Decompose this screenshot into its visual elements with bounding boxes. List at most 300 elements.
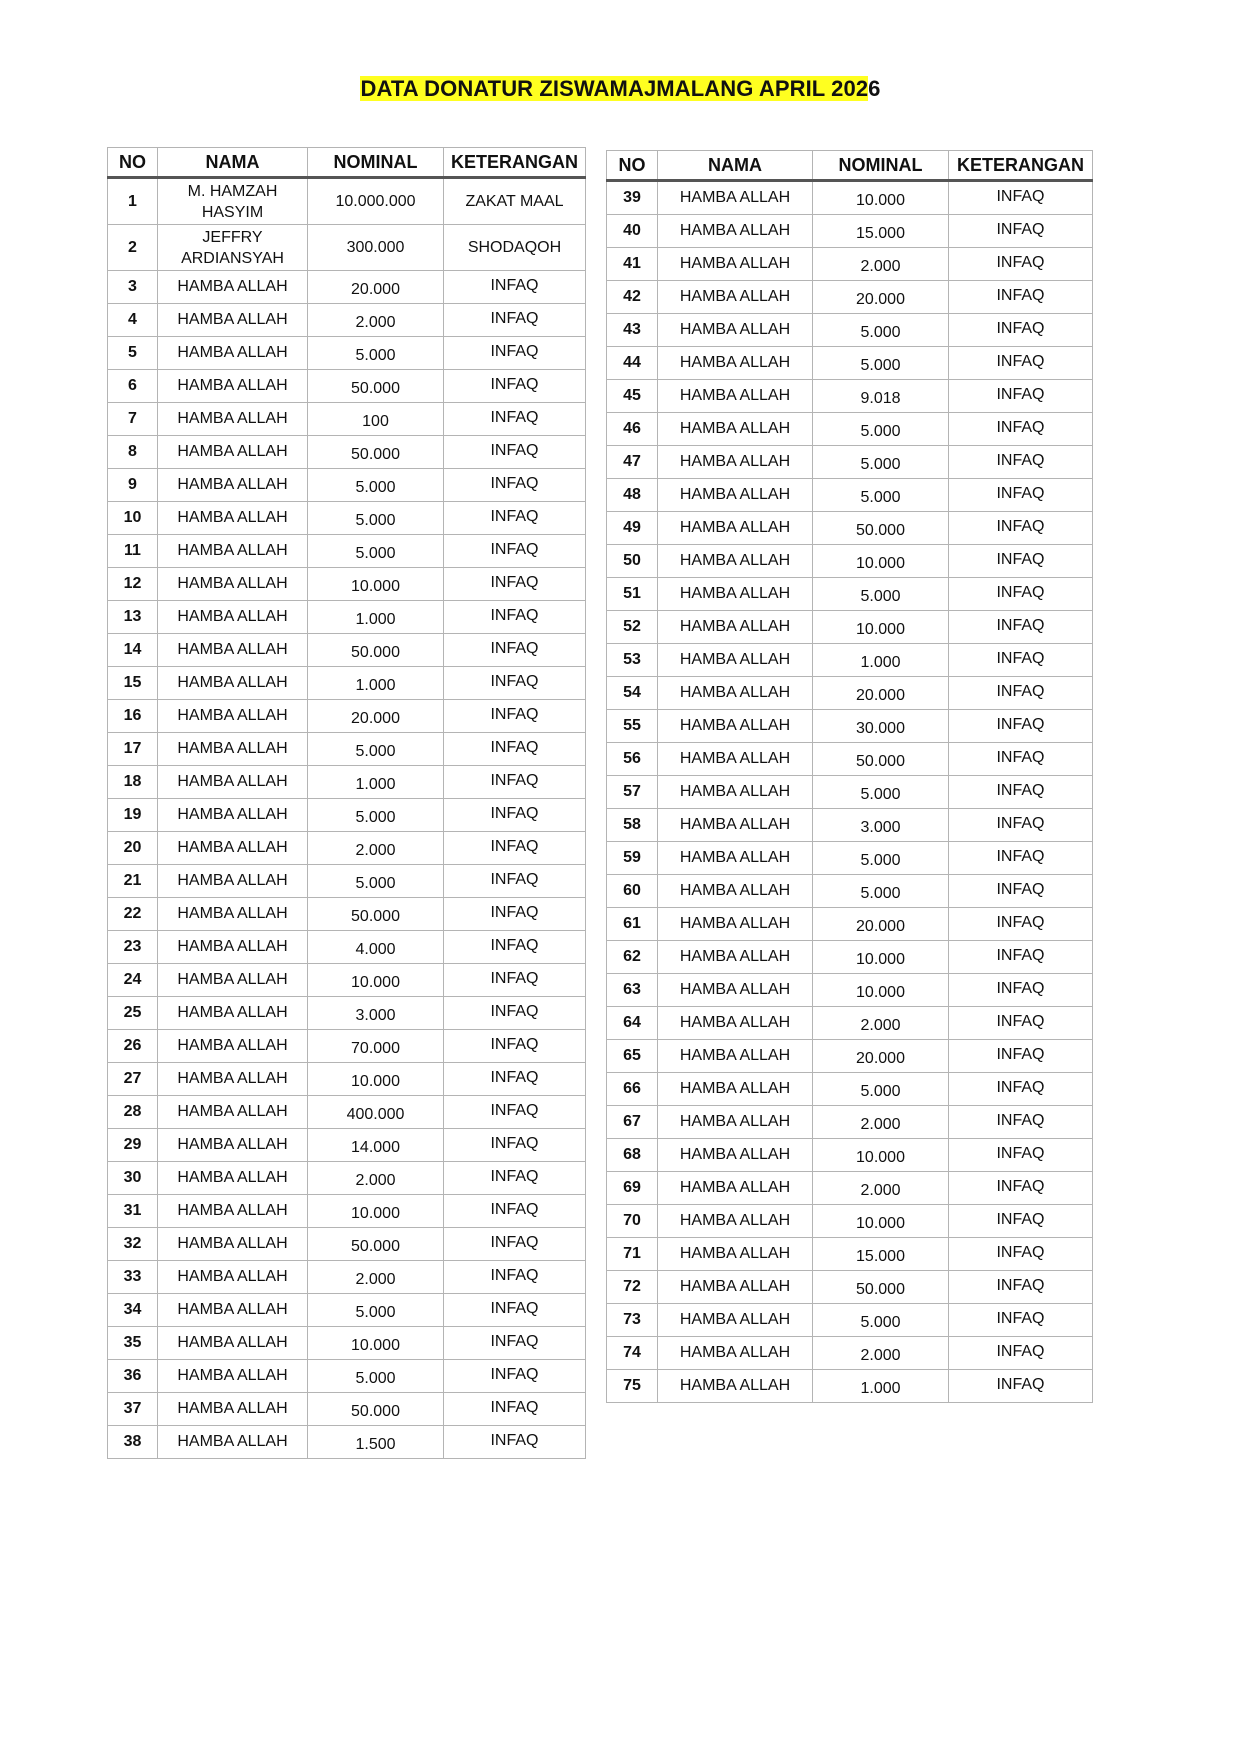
cell-nominal: 10.000 xyxy=(308,1063,444,1096)
cell-nominal: 10.000 xyxy=(308,1327,444,1360)
cell-nama: HAMBA ALLAH xyxy=(158,1162,308,1195)
cell-nama: HAMBA ALLAH xyxy=(158,1393,308,1426)
table-row xyxy=(108,1129,586,1162)
cell-no: 26 xyxy=(108,1030,158,1063)
cell-nama: HAMBA ALLAH xyxy=(658,347,813,380)
cell-nama: HAMBA ALLAH xyxy=(658,1205,813,1238)
header-keterangan: KETERANGAN xyxy=(444,148,586,178)
cell-nama: M. HAMZAH HASYIM xyxy=(158,178,308,225)
cell-nominal: 5.000 xyxy=(308,502,444,535)
page-title-rest: 6 xyxy=(868,76,881,101)
cell-nama: HAMBA ALLAH xyxy=(158,1228,308,1261)
cell-keterangan: INFAQ xyxy=(444,700,586,733)
cell-no: 34 xyxy=(108,1294,158,1327)
cell-keterangan: INFAQ xyxy=(949,1271,1093,1304)
cell-nama: HAMBA ALLAH xyxy=(158,799,308,832)
cell-nominal: 1.000 xyxy=(308,601,444,634)
cell-keterangan: INFAQ xyxy=(949,1370,1093,1403)
cell-keterangan: INFAQ xyxy=(949,842,1093,875)
header-no: NO xyxy=(607,151,658,181)
cell-no: 71 xyxy=(607,1238,658,1271)
cell-nominal: 3.000 xyxy=(813,809,949,842)
cell-keterangan: ZAKAT MAAL xyxy=(444,178,586,225)
table-row xyxy=(607,281,1093,314)
cell-nama: HAMBA ALLAH xyxy=(658,842,813,875)
cell-no: 24 xyxy=(108,964,158,997)
cell-nominal: 5.000 xyxy=(308,1360,444,1393)
cell-no: 74 xyxy=(607,1337,658,1370)
table-row xyxy=(108,964,586,997)
cell-no: 3 xyxy=(108,271,158,304)
header-no: NO xyxy=(108,148,158,178)
cell-nominal: 10.000 xyxy=(813,545,949,578)
cell-nama: HAMBA ALLAH xyxy=(158,1327,308,1360)
cell-nominal: 5.000 xyxy=(308,337,444,370)
table-row xyxy=(607,875,1093,908)
cell-keterangan: INFAQ xyxy=(949,677,1093,710)
cell-nominal: 1.000 xyxy=(308,667,444,700)
cell-nominal: 1.500 xyxy=(308,1426,444,1459)
cell-nominal: 5.000 xyxy=(308,535,444,568)
table-row xyxy=(108,1261,586,1294)
cell-no: 73 xyxy=(607,1304,658,1337)
cell-nominal: 50.000 xyxy=(308,898,444,931)
cell-nama: HAMBA ALLAH xyxy=(158,370,308,403)
cell-nominal: 1.000 xyxy=(813,644,949,677)
cell-nama: HAMBA ALLAH xyxy=(158,700,308,733)
cell-no: 47 xyxy=(607,446,658,479)
cell-keterangan: INFAQ xyxy=(949,1073,1093,1106)
cell-nama: HAMBA ALLAH xyxy=(658,446,813,479)
cell-keterangan: INFAQ xyxy=(949,1040,1093,1073)
cell-no: 20 xyxy=(108,832,158,865)
cell-keterangan: INFAQ xyxy=(444,1162,586,1195)
table-header-row xyxy=(108,148,586,178)
cell-nominal: 15.000 xyxy=(813,215,949,248)
cell-nominal: 2.000 xyxy=(813,1337,949,1370)
table-row xyxy=(607,1205,1093,1238)
cell-no: 45 xyxy=(607,380,658,413)
cell-keterangan: INFAQ xyxy=(444,1426,586,1459)
cell-keterangan: INFAQ xyxy=(949,578,1093,611)
cell-nominal: 400.000 xyxy=(308,1096,444,1129)
table-row xyxy=(607,380,1093,413)
table-row xyxy=(607,347,1093,380)
cell-nama: HAMBA ALLAH xyxy=(658,1370,813,1403)
cell-no: 69 xyxy=(607,1172,658,1205)
cell-no: 2 xyxy=(108,225,158,271)
table-row xyxy=(108,271,586,304)
cell-nama: HAMBA ALLAH xyxy=(158,1195,308,1228)
cell-keterangan: INFAQ xyxy=(949,1139,1093,1172)
table-row xyxy=(108,535,586,568)
cell-nominal: 50.000 xyxy=(308,1393,444,1426)
cell-nominal: 5.000 xyxy=(813,1073,949,1106)
table-row xyxy=(607,578,1093,611)
cell-no: 70 xyxy=(607,1205,658,1238)
cell-keterangan: SHODAQOH xyxy=(444,225,586,271)
cell-keterangan: INFAQ xyxy=(444,436,586,469)
cell-keterangan: INFAQ xyxy=(444,1360,586,1393)
cell-nominal: 2.000 xyxy=(308,1162,444,1195)
cell-nominal: 30.000 xyxy=(813,710,949,743)
table-row xyxy=(607,1304,1093,1337)
cell-no: 35 xyxy=(108,1327,158,1360)
cell-nominal: 2.000 xyxy=(308,1261,444,1294)
cell-nominal: 5.000 xyxy=(813,875,949,908)
cell-no: 19 xyxy=(108,799,158,832)
cell-nominal: 10.000 xyxy=(308,964,444,997)
cell-nominal: 50.000 xyxy=(813,512,949,545)
cell-keterangan: INFAQ xyxy=(444,271,586,304)
cell-no: 50 xyxy=(607,545,658,578)
cell-no: 66 xyxy=(607,1073,658,1106)
cell-keterangan: INFAQ xyxy=(949,347,1093,380)
cell-nominal: 5.000 xyxy=(308,799,444,832)
cell-keterangan: INFAQ xyxy=(444,634,586,667)
cell-keterangan: INFAQ xyxy=(444,964,586,997)
cell-no: 37 xyxy=(108,1393,158,1426)
cell-no: 25 xyxy=(108,997,158,1030)
cell-nominal: 20.000 xyxy=(813,908,949,941)
cell-keterangan: INFAQ xyxy=(444,733,586,766)
cell-nama: HAMBA ALLAH xyxy=(158,1063,308,1096)
cell-nominal: 10.000 xyxy=(308,1195,444,1228)
cell-keterangan: INFAQ xyxy=(949,479,1093,512)
cell-no: 16 xyxy=(108,700,158,733)
table-row xyxy=(607,181,1093,215)
cell-nominal: 2.000 xyxy=(813,1172,949,1205)
cell-no: 38 xyxy=(108,1426,158,1459)
cell-keterangan: INFAQ xyxy=(444,601,586,634)
table-row xyxy=(607,1337,1093,1370)
cell-keterangan: INFAQ xyxy=(949,1106,1093,1139)
table-row xyxy=(108,601,586,634)
cell-nama: HAMBA ALLAH xyxy=(658,710,813,743)
table-row xyxy=(607,974,1093,1007)
cell-keterangan: INFAQ xyxy=(444,1294,586,1327)
table-row xyxy=(607,512,1093,545)
cell-no: 4 xyxy=(108,304,158,337)
cell-keterangan: INFAQ xyxy=(949,710,1093,743)
table-row xyxy=(607,1007,1093,1040)
cell-no: 22 xyxy=(108,898,158,931)
table-row xyxy=(607,314,1093,347)
table-row xyxy=(108,799,586,832)
cell-keterangan: INFAQ xyxy=(949,743,1093,776)
cell-nama: HAMBA ALLAH xyxy=(658,1271,813,1304)
cell-nominal: 5.000 xyxy=(813,446,949,479)
table-row xyxy=(607,413,1093,446)
cell-keterangan: INFAQ xyxy=(949,1337,1093,1370)
cell-no: 36 xyxy=(108,1360,158,1393)
cell-nama: HAMBA ALLAH xyxy=(658,776,813,809)
cell-nama: HAMBA ALLAH xyxy=(658,875,813,908)
cell-nama: HAMBA ALLAH xyxy=(658,578,813,611)
cell-nama: HAMBA ALLAH xyxy=(158,601,308,634)
cell-nama: HAMBA ALLAH xyxy=(658,1106,813,1139)
table-row xyxy=(607,1106,1093,1139)
cell-keterangan: INFAQ xyxy=(444,832,586,865)
cell-keterangan: INFAQ xyxy=(949,215,1093,248)
cell-nominal: 50.000 xyxy=(308,1228,444,1261)
table-row xyxy=(108,931,586,964)
cell-nominal: 5.000 xyxy=(813,347,949,380)
table-row xyxy=(108,1426,586,1459)
table-row xyxy=(607,776,1093,809)
table-row xyxy=(108,337,586,370)
cell-nama: HAMBA ALLAH xyxy=(158,1294,308,1327)
cell-no: 11 xyxy=(108,535,158,568)
cell-nama: HAMBA ALLAH xyxy=(658,413,813,446)
cell-keterangan: INFAQ xyxy=(444,667,586,700)
cell-nominal: 5.000 xyxy=(813,479,949,512)
cell-no: 52 xyxy=(607,611,658,644)
table-row xyxy=(607,1271,1093,1304)
cell-keterangan: INFAQ xyxy=(444,304,586,337)
cell-keterangan: INFAQ xyxy=(949,512,1093,545)
table-row xyxy=(607,1040,1093,1073)
cell-keterangan: INFAQ xyxy=(949,611,1093,644)
cell-nominal: 5.000 xyxy=(813,578,949,611)
cell-no: 10 xyxy=(108,502,158,535)
cell-nominal: 300.000 xyxy=(308,225,444,271)
cell-no: 57 xyxy=(607,776,658,809)
cell-nama: HAMBA ALLAH xyxy=(658,644,813,677)
cell-nominal: 10.000 xyxy=(813,941,949,974)
cell-no: 39 xyxy=(607,181,658,215)
table-row xyxy=(108,1393,586,1426)
cell-no: 12 xyxy=(108,568,158,601)
donor-table-right xyxy=(606,150,1093,1403)
cell-keterangan: INFAQ xyxy=(949,1238,1093,1271)
cell-nominal: 15.000 xyxy=(813,1238,949,1271)
header-nominal: NOMINAL xyxy=(813,151,949,181)
cell-no: 32 xyxy=(108,1228,158,1261)
cell-nominal: 9.018 xyxy=(813,380,949,413)
cell-no: 75 xyxy=(607,1370,658,1403)
cell-no: 27 xyxy=(108,1063,158,1096)
table-row xyxy=(607,545,1093,578)
cell-nominal: 2.000 xyxy=(308,304,444,337)
cell-no: 59 xyxy=(607,842,658,875)
table-row xyxy=(108,568,586,601)
cell-no: 7 xyxy=(108,403,158,436)
cell-nominal: 4.000 xyxy=(308,931,444,964)
cell-nama: HAMBA ALLAH xyxy=(658,281,813,314)
cell-no: 44 xyxy=(607,347,658,380)
table-row xyxy=(607,1370,1093,1403)
cell-nominal: 5.000 xyxy=(813,842,949,875)
header-nama: NAMA xyxy=(158,148,308,178)
cell-nama: HAMBA ALLAH xyxy=(658,1040,813,1073)
header-keterangan: KETERANGAN xyxy=(949,151,1093,181)
cell-nominal: 50.000 xyxy=(813,743,949,776)
cell-nama: HAMBA ALLAH xyxy=(658,545,813,578)
cell-nama: HAMBA ALLAH xyxy=(658,1139,813,1172)
cell-nama: HAMBA ALLAH xyxy=(658,974,813,1007)
cell-nama: HAMBA ALLAH xyxy=(158,304,308,337)
cell-nominal: 5.000 xyxy=(308,1294,444,1327)
cell-nama: HAMBA ALLAH xyxy=(658,1337,813,1370)
cell-no: 58 xyxy=(607,809,658,842)
cell-nama: HAMBA ALLAH xyxy=(658,908,813,941)
table-row xyxy=(108,766,586,799)
cell-nominal: 5.000 xyxy=(813,1304,949,1337)
cell-no: 33 xyxy=(108,1261,158,1294)
cell-nominal: 14.000 xyxy=(308,1129,444,1162)
page-title-highlighted: DATA DONATUR ZISWAMAJMALANG APRIL 202 xyxy=(360,76,869,101)
cell-nama: HAMBA ALLAH xyxy=(658,248,813,281)
cell-keterangan: INFAQ xyxy=(949,380,1093,413)
cell-nama: HAMBA ALLAH xyxy=(158,271,308,304)
cell-keterangan: INFAQ xyxy=(444,337,586,370)
cell-nama: HAMBA ALLAH xyxy=(658,743,813,776)
cell-nominal: 10.000 xyxy=(813,1139,949,1172)
cell-nama: JEFFRY ARDIANSYAH xyxy=(158,225,308,271)
table-row xyxy=(108,832,586,865)
cell-keterangan: INFAQ xyxy=(949,1007,1093,1040)
table-row xyxy=(108,469,586,502)
table-row xyxy=(607,908,1093,941)
table-row xyxy=(108,225,586,271)
cell-no: 29 xyxy=(108,1129,158,1162)
cell-nominal: 20.000 xyxy=(308,271,444,304)
cell-no: 46 xyxy=(607,413,658,446)
cell-nominal: 5.000 xyxy=(308,865,444,898)
cell-no: 62 xyxy=(607,941,658,974)
cell-nama: HAMBA ALLAH xyxy=(658,314,813,347)
table-row xyxy=(108,733,586,766)
cell-nominal: 100 xyxy=(308,403,444,436)
cell-keterangan: INFAQ xyxy=(444,1063,586,1096)
cell-no: 65 xyxy=(607,1040,658,1073)
cell-nama: HAMBA ALLAH xyxy=(658,479,813,512)
cell-nama: HAMBA ALLAH xyxy=(158,469,308,502)
cell-nama: HAMBA ALLAH xyxy=(658,1304,813,1337)
cell-keterangan: INFAQ xyxy=(444,1096,586,1129)
cell-no: 42 xyxy=(607,281,658,314)
cell-keterangan: INFAQ xyxy=(444,931,586,964)
table-row xyxy=(607,248,1093,281)
table-row xyxy=(108,634,586,667)
cell-nominal: 50.000 xyxy=(308,634,444,667)
cell-keterangan: INFAQ xyxy=(949,1304,1093,1337)
table-row xyxy=(108,178,586,225)
cell-keterangan: INFAQ xyxy=(949,644,1093,677)
cell-nama: HAMBA ALLAH xyxy=(658,611,813,644)
table-row xyxy=(607,677,1093,710)
cell-nominal: 50.000 xyxy=(308,370,444,403)
cell-no: 13 xyxy=(108,601,158,634)
table-row xyxy=(108,1228,586,1261)
cell-no: 28 xyxy=(108,1096,158,1129)
cell-nominal: 5.000 xyxy=(813,776,949,809)
cell-nominal: 5.000 xyxy=(813,413,949,446)
cell-no: 1 xyxy=(108,178,158,225)
cell-keterangan: INFAQ xyxy=(949,875,1093,908)
cell-nominal: 20.000 xyxy=(308,700,444,733)
cell-no: 53 xyxy=(607,644,658,677)
cell-nama: HAMBA ALLAH xyxy=(658,1172,813,1205)
cell-no: 67 xyxy=(607,1106,658,1139)
cell-nominal: 5.000 xyxy=(308,733,444,766)
cell-no: 72 xyxy=(607,1271,658,1304)
cell-nama: HAMBA ALLAH xyxy=(658,215,813,248)
cell-keterangan: INFAQ xyxy=(444,370,586,403)
cell-keterangan: INFAQ xyxy=(444,865,586,898)
cell-nominal: 2.000 xyxy=(813,248,949,281)
table-header-row xyxy=(607,151,1093,181)
cell-keterangan: INFAQ xyxy=(444,535,586,568)
cell-nama: HAMBA ALLAH xyxy=(158,733,308,766)
cell-keterangan: INFAQ xyxy=(949,446,1093,479)
cell-keterangan: INFAQ xyxy=(444,568,586,601)
cell-nama: HAMBA ALLAH xyxy=(158,1261,308,1294)
table-row xyxy=(607,842,1093,875)
cell-no: 63 xyxy=(607,974,658,1007)
cell-no: 31 xyxy=(108,1195,158,1228)
cell-nominal: 70.000 xyxy=(308,1030,444,1063)
cell-no: 21 xyxy=(108,865,158,898)
cell-no: 17 xyxy=(108,733,158,766)
cell-nominal: 5.000 xyxy=(308,469,444,502)
cell-no: 60 xyxy=(607,875,658,908)
cell-nama: HAMBA ALLAH xyxy=(158,403,308,436)
cell-keterangan: INFAQ xyxy=(444,997,586,1030)
cell-keterangan: INFAQ xyxy=(949,281,1093,314)
cell-nama: HAMBA ALLAH xyxy=(658,512,813,545)
cell-nama: HAMBA ALLAH xyxy=(158,964,308,997)
table-row xyxy=(108,865,586,898)
cell-nama: HAMBA ALLAH xyxy=(658,181,813,215)
table-row xyxy=(607,1238,1093,1271)
table-row xyxy=(607,1172,1093,1205)
cell-nama: HAMBA ALLAH xyxy=(158,832,308,865)
cell-nominal: 20.000 xyxy=(813,1040,949,1073)
cell-keterangan: INFAQ xyxy=(949,941,1093,974)
cell-nama: HAMBA ALLAH xyxy=(158,337,308,370)
cell-nama: HAMBA ALLAH xyxy=(158,1129,308,1162)
cell-no: 5 xyxy=(108,337,158,370)
cell-nama: HAMBA ALLAH xyxy=(658,1073,813,1106)
table-row xyxy=(108,502,586,535)
cell-nama: HAMBA ALLAH xyxy=(658,1007,813,1040)
cell-nama: HAMBA ALLAH xyxy=(158,997,308,1030)
cell-nominal: 10.000.000 xyxy=(308,178,444,225)
cell-nominal: 5.000 xyxy=(813,314,949,347)
cell-nama: HAMBA ALLAH xyxy=(158,1426,308,1459)
table-row xyxy=(108,1195,586,1228)
cell-no: 23 xyxy=(108,931,158,964)
cell-keterangan: INFAQ xyxy=(949,248,1093,281)
cell-nama: HAMBA ALLAH xyxy=(158,667,308,700)
cell-no: 48 xyxy=(607,479,658,512)
table-row xyxy=(108,1096,586,1129)
cell-no: 9 xyxy=(108,469,158,502)
table-row xyxy=(607,446,1093,479)
cell-keterangan: INFAQ xyxy=(949,181,1093,215)
table-row xyxy=(108,403,586,436)
cell-keterangan: INFAQ xyxy=(949,776,1093,809)
table-row xyxy=(108,304,586,337)
cell-nama: HAMBA ALLAH xyxy=(658,809,813,842)
table-row xyxy=(108,667,586,700)
cell-nama: HAMBA ALLAH xyxy=(158,1096,308,1129)
table-row xyxy=(607,215,1093,248)
cell-no: 68 xyxy=(607,1139,658,1172)
table-row xyxy=(108,997,586,1030)
